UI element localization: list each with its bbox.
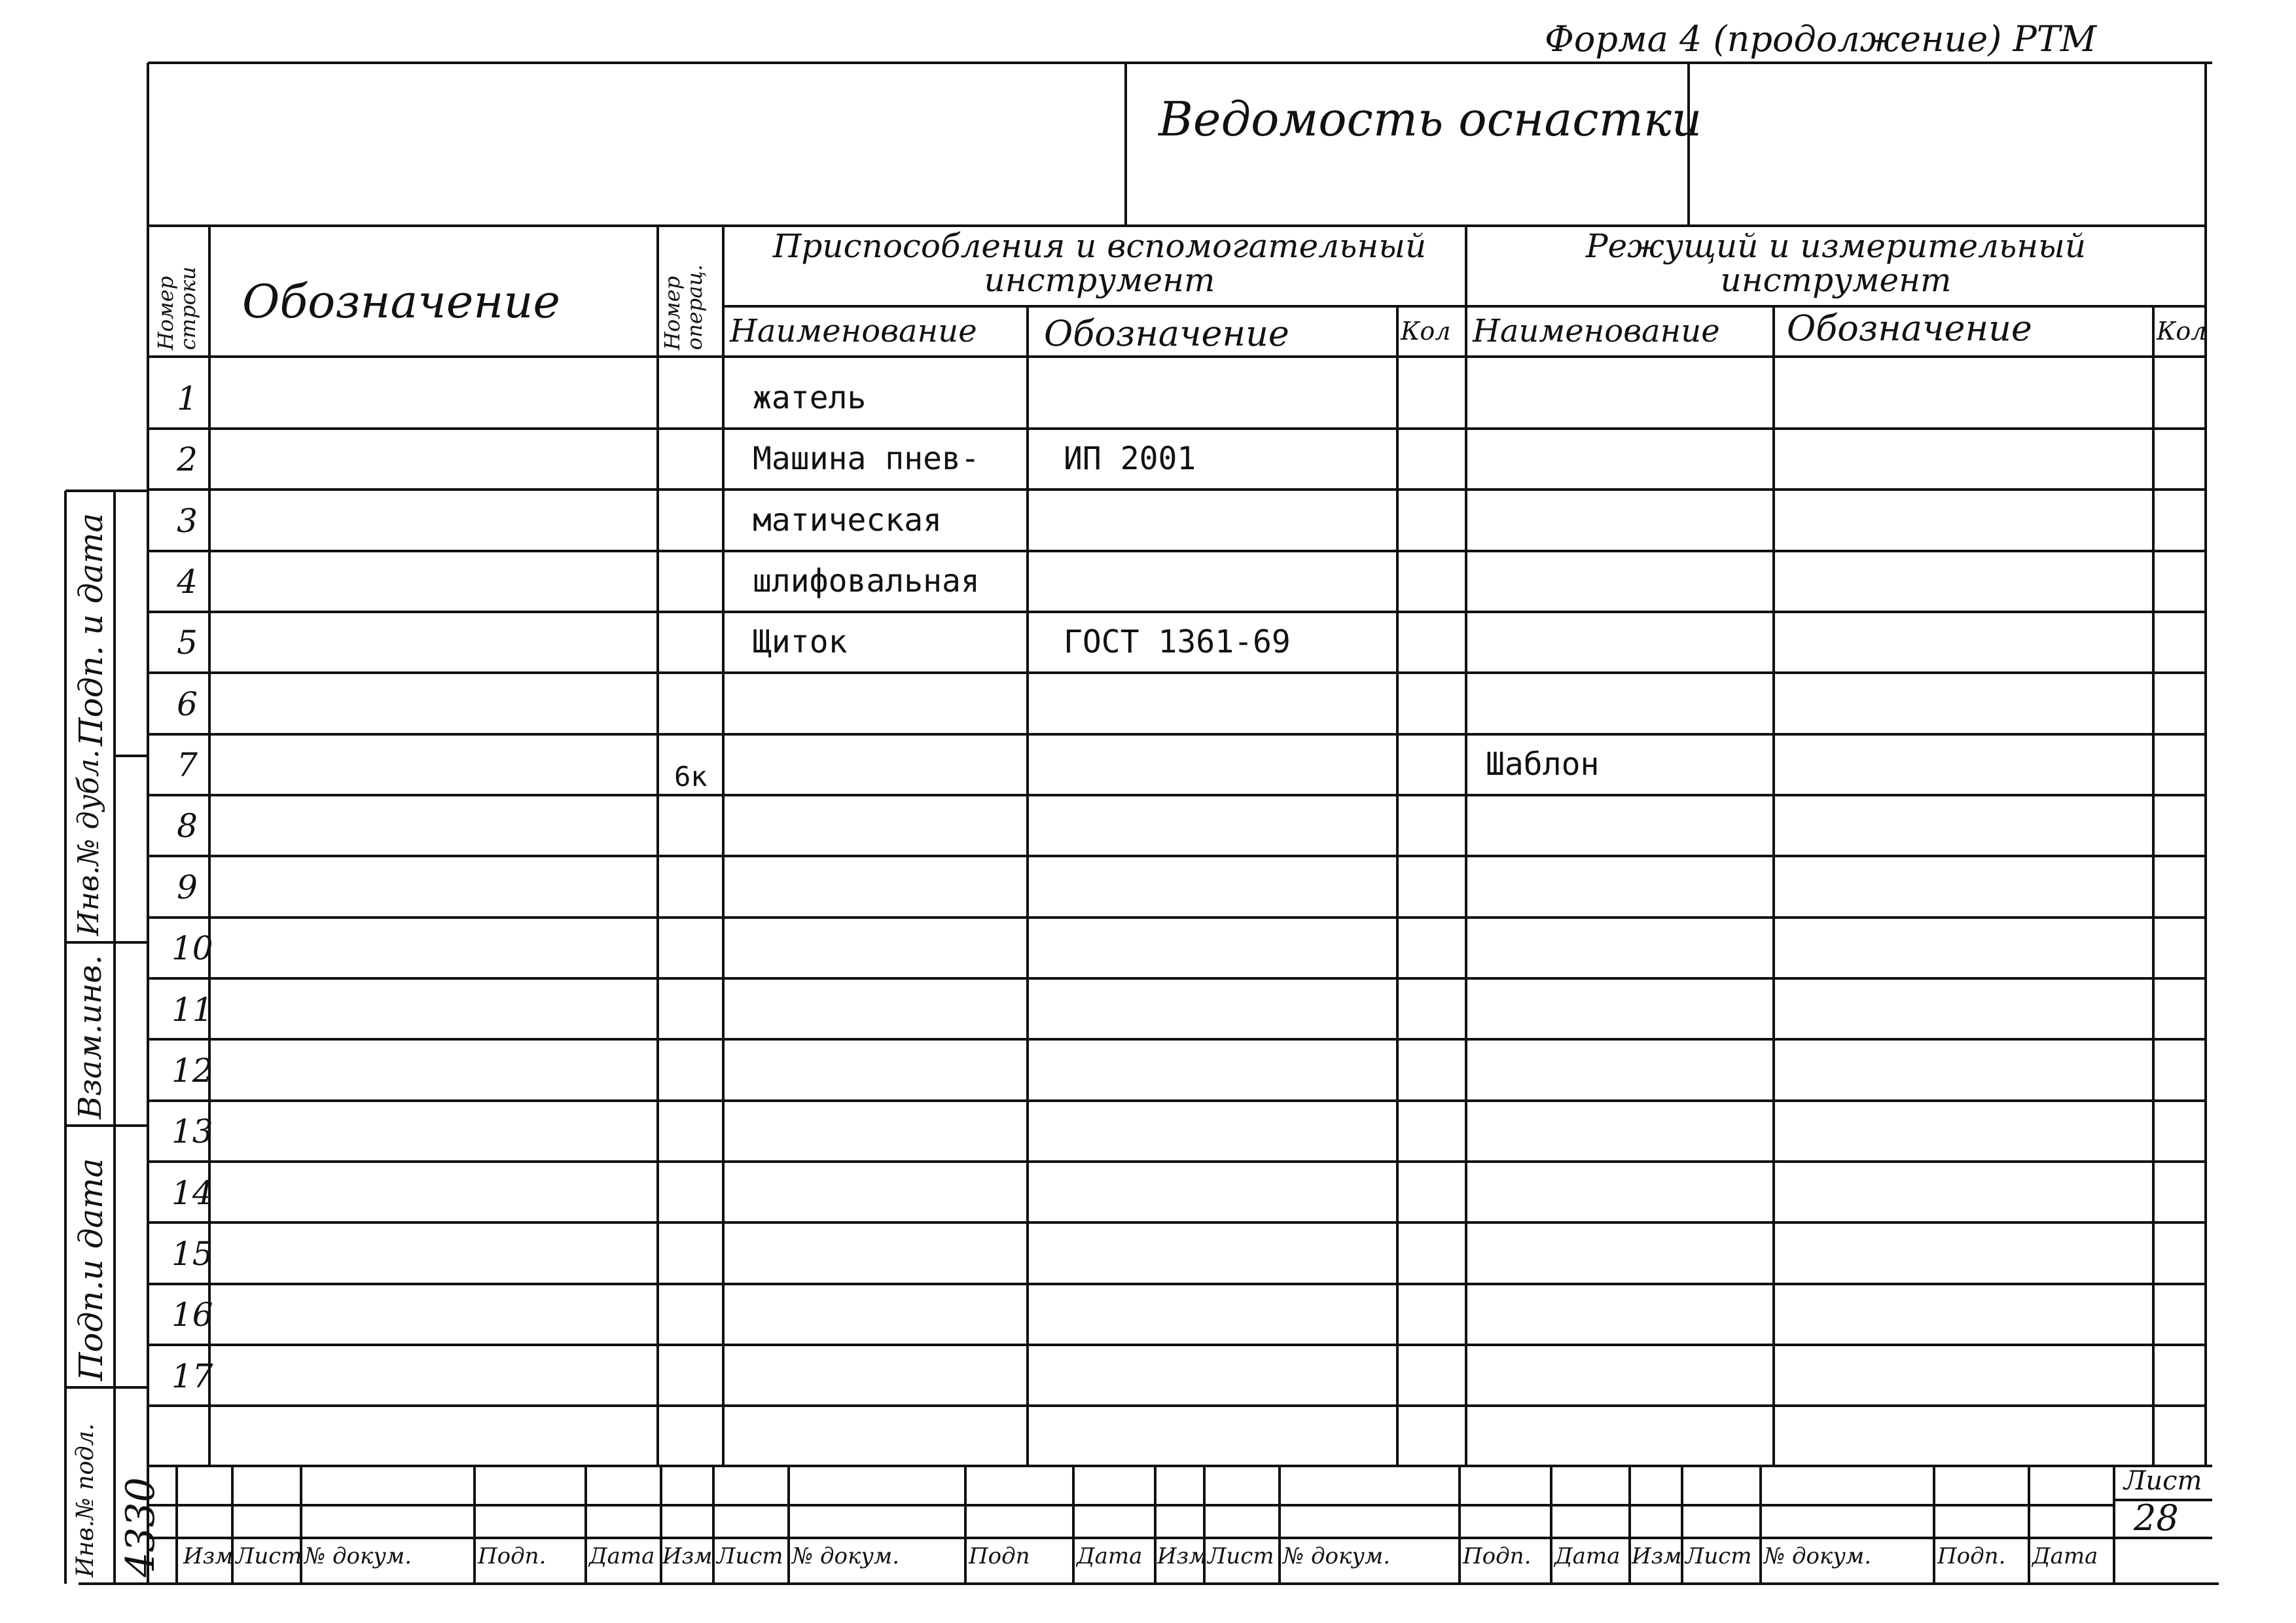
header-fixture-quantity: Кол <box>1401 317 1451 346</box>
stamp-label: Подп. <box>1937 1543 2006 1569</box>
stamp-label: Лист <box>236 1543 302 1569</box>
row-number: 5 <box>177 624 198 662</box>
cutting-name-cell: Шаблон <box>1486 746 1600 783</box>
stamp-label: Изм <box>183 1543 234 1569</box>
row-number: 2 <box>177 440 198 479</box>
fixture-name-cell: Машина пнев- <box>753 440 980 478</box>
header-cutting-designation: Обозначение <box>1787 308 2032 349</box>
sheet-label: Лист <box>2124 1466 2202 1496</box>
row-number: 8 <box>177 807 198 846</box>
row-number: 15 <box>171 1234 213 1273</box>
stamp-label: № докум. <box>1764 1543 1872 1569</box>
side-label-inv-dubl: Инв.№ дубл. <box>72 749 105 936</box>
operation-number-cell: 6к <box>674 760 708 793</box>
sheet-number: 28 <box>2134 1497 2179 1539</box>
fixture-name-cell: матическая <box>753 501 942 539</box>
stamp-label: Изм <box>662 1543 713 1569</box>
row-number: 14 <box>171 1173 213 1212</box>
row-number: 6 <box>177 685 198 723</box>
inventory-number: 4330 <box>118 1477 164 1577</box>
header-fixture-designation: Обозначение <box>1044 313 1289 354</box>
row-number: 17 <box>171 1357 213 1395</box>
stamp-label: Лист <box>1208 1543 1274 1569</box>
row-number: 10 <box>171 929 213 968</box>
fixture-name-cell: жатель <box>753 380 867 416</box>
stamp-label: № докум. <box>792 1543 900 1569</box>
header-operation-number: Номер операц. <box>660 264 707 350</box>
header-fixture-name: Наименование <box>730 313 977 349</box>
header-group-fixtures: Приспособления и вспомогательный инструмент <box>772 227 1427 299</box>
fixture-designation-cell: ИП 2001 <box>1064 440 1196 478</box>
row-number: 12 <box>171 1051 213 1090</box>
stamp-label: Дата <box>2032 1543 2098 1569</box>
fixture-designation-cell: ГОСТ 1361-69 <box>1064 624 1291 661</box>
fixture-name-cell: Щиток <box>753 624 848 661</box>
side-label-inv-orig: Инв.№ подл. <box>72 1423 99 1577</box>
stamp-label: Дата <box>1554 1543 1621 1569</box>
stamp-label: Подп <box>969 1543 1030 1569</box>
stamp-label: № докум. <box>1283 1543 1391 1569</box>
header-row-number: Номер строки <box>153 266 200 350</box>
stamp-label: Изм <box>1632 1543 1682 1569</box>
fixture-name-cell: шлифовальная <box>753 563 980 600</box>
stamp-label: Лист <box>717 1543 783 1569</box>
stamp-label: Изм <box>1157 1543 1208 1569</box>
side-label-sign-date-top: Подп. и дата <box>72 512 110 746</box>
row-number: 4 <box>177 563 198 601</box>
stamp-label: Дата <box>589 1543 655 1569</box>
stamp-label: Лист <box>1685 1543 1752 1569</box>
row-number: 9 <box>177 868 198 906</box>
row-number: 1 <box>177 380 198 418</box>
side-label-sign-date-bottom: Подп.и дата <box>72 1158 110 1381</box>
row-number: 7 <box>177 746 198 785</box>
side-label-vzam-inv: Взам.инв. <box>72 955 109 1119</box>
header-group-cutting: Режущий и измерительный инструмент <box>1585 227 2087 299</box>
header-cutting-quantity: Кол <box>2157 317 2207 346</box>
stamp-label: Дата <box>1077 1543 1143 1569</box>
row-number: 16 <box>171 1296 213 1334</box>
row-number: 13 <box>171 1113 213 1151</box>
stamp-label: Подп. <box>478 1543 547 1569</box>
stamp-label: Подп. <box>1463 1543 1532 1569</box>
header-cutting-name: Наименование <box>1473 313 1720 349</box>
document-title: Ведомость оснастки <box>1158 92 1702 147</box>
form-header: Форма 4 (продолжение) РТМ <box>1545 18 2097 60</box>
row-number: 3 <box>177 501 198 540</box>
row-number: 11 <box>171 990 213 1029</box>
header-designation: Обозначение <box>242 275 560 329</box>
stamp-label: № докум. <box>304 1543 412 1569</box>
